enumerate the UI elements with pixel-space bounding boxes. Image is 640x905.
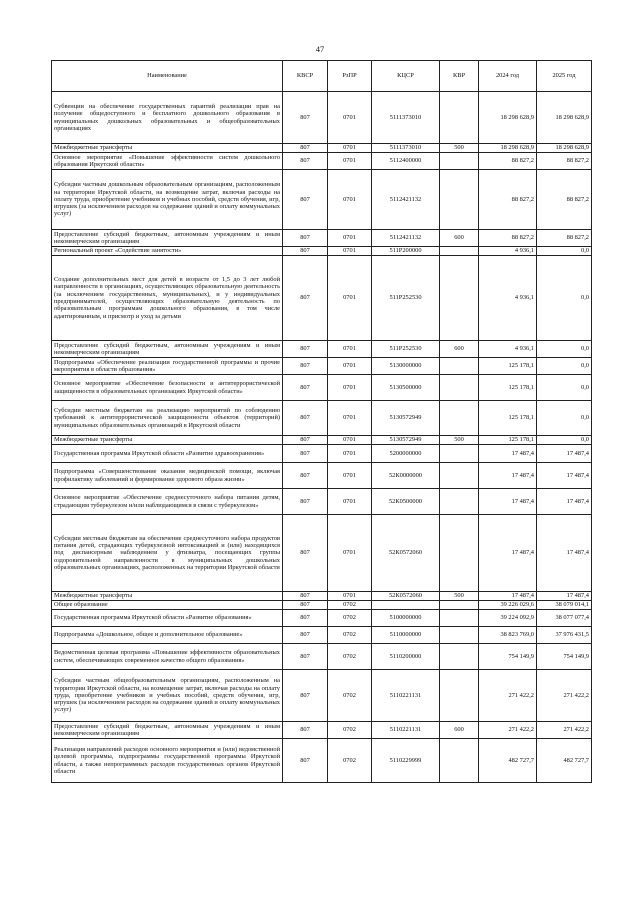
cell-kvsr: 807 — [283, 739, 328, 783]
table-row — [52, 153, 592, 170]
cell-2025: 482 727,7 — [537, 739, 592, 783]
cell-kvr — [440, 358, 479, 375]
header-2024: 2024 год — [479, 61, 537, 92]
cell-2025: 18 298 628,9 — [537, 144, 592, 153]
table-row — [52, 610, 592, 627]
cell-kvr: 500 — [440, 144, 479, 153]
cell-kcsr: 5130000000 — [372, 358, 440, 375]
cell-name: Создание дополнительных мест для детей в возрасте от 1,5 до 3 лет любой направленности в организациях, осуществляющих образовательную деятельность (за исключением государственных, муниципальных), и у индивидуальных предпринимателей, осуществляющих образовательную деятельность по образовательным программам дошкольного образования, в том числе адаптированным, и присмотр и уход за детьми — [52, 256, 283, 341]
cell-kcsr: 5111373010 — [372, 144, 440, 153]
cell-2025: 37 976 431,5 — [537, 627, 592, 644]
cell-rzpr: 0702 — [328, 601, 372, 610]
cell-2024: 88 827,2 — [479, 230, 537, 247]
cell-kcsr: 5112421132 — [372, 230, 440, 247]
cell-name: Межбюджетные трансферты — [52, 144, 283, 153]
cell-name: Основное мероприятие «Обеспечение среднесуточного набора питания детям, страдающим туберкулезом и/или наблюдающимся в связи с туберкулезом» — [52, 489, 283, 515]
cell-2025: 38 079 014,1 — [537, 601, 592, 610]
cell-2024: 18 298 628,9 — [479, 92, 537, 144]
cell-kvsr: 807 — [283, 601, 328, 610]
cell-2024: 482 727,7 — [479, 739, 537, 783]
cell-2025: 271 422,2 — [537, 722, 592, 739]
cell-kcsr: 5110229999 — [372, 739, 440, 783]
cell-rzpr: 0701 — [328, 153, 372, 170]
cell-2024: 18 298 628,9 — [479, 144, 537, 153]
cell-rzpr: 0702 — [328, 739, 372, 783]
table-row — [52, 230, 592, 247]
cell-kvsr: 807 — [283, 170, 328, 230]
cell-kvr: 600 — [440, 341, 479, 358]
header-kcsr: КЦСР — [372, 61, 440, 92]
cell-2024: 271 422,2 — [479, 670, 537, 722]
cell-kcsr: 5112421132 — [372, 170, 440, 230]
cell-kvsr: 807 — [283, 401, 328, 436]
cell-2025: 754 149,9 — [537, 644, 592, 670]
cell-2024: 4 936,1 — [479, 247, 537, 256]
table-row — [52, 489, 592, 515]
cell-name: Субвенции на обеспечение государственных гарантий реализации прав на получение общедоступного и бесплатного дошкольного образования в муниципальных дошкольных образовательных и общеобразовательных организациях — [52, 92, 283, 144]
cell-kvr — [440, 247, 479, 256]
cell-2024: 17 487,4 — [479, 489, 537, 515]
cell-kvsr: 807 — [283, 670, 328, 722]
cell-kvr — [440, 515, 479, 592]
cell-rzpr: 0702 — [328, 610, 372, 627]
cell-2025: 271 422,2 — [537, 670, 592, 722]
table-row — [52, 401, 592, 436]
cell-name: Субсидии частным дошкольным образовательным организациям, расположенным на территории Иркутской области, на возмещение затрат, включая расходы на оплату труда, приобретение учебников и учебных пособий, средств обучения, игр, игрушек (за исключением расходов на содержание зданий и оплату коммунальных услуг) — [52, 170, 283, 230]
cell-kcsr: 5130572949 — [372, 401, 440, 436]
cell-rzpr: 0701 — [328, 401, 372, 436]
cell-name: Подпрограмма «Обеспечение реализации государственной программы и прочие мероприятия в области образования» — [52, 358, 283, 375]
cell-rzpr: 0701 — [328, 170, 372, 230]
cell-name: Государственная программа Иркутской области «Развитие образования» — [52, 610, 283, 627]
cell-2024: 17 487,4 — [479, 515, 537, 592]
cell-kcsr: 5112400000 — [372, 153, 440, 170]
cell-kvsr: 807 — [283, 358, 328, 375]
cell-rzpr: 0701 — [328, 436, 372, 445]
cell-rzpr: 0701 — [328, 463, 372, 489]
cell-name: Основное мероприятие «Обеспечение безопасности и антитеррористической защищенности в образовательных организациях Иркутской области» — [52, 375, 283, 401]
table-row — [52, 627, 592, 644]
cell-rzpr: 0701 — [328, 256, 372, 341]
cell-kvsr: 807 — [283, 722, 328, 739]
page-number: 47 — [315, 44, 325, 54]
cell-kcsr: 5130500000 — [372, 375, 440, 401]
cell-kvsr: 807 — [283, 592, 328, 601]
cell-kcsr: 52К0572060 — [372, 592, 440, 601]
cell-kvsr: 807 — [283, 489, 328, 515]
cell-2024: 39 226 029,6 — [479, 601, 537, 610]
cell-rzpr: 0702 — [328, 722, 372, 739]
cell-kvr — [440, 170, 479, 230]
cell-kvr — [440, 627, 479, 644]
cell-2025: 0,0 — [537, 401, 592, 436]
cell-kvsr: 807 — [283, 341, 328, 358]
cell-2025: 17 487,4 — [537, 515, 592, 592]
cell-2024: 17 487,4 — [479, 592, 537, 601]
cell-2024: 125 178,1 — [479, 375, 537, 401]
cell-name: Реализация направлений расходов основного мероприятия и (или) ведомственной целевой программы, подпрограммы государственной программы Иркутской области, а также непрограммных расходов государственных органов Иркутской области — [52, 739, 283, 783]
cell-kvsr: 807 — [283, 610, 328, 627]
table-row — [52, 92, 592, 144]
cell-2025: 88 827,2 — [537, 230, 592, 247]
cell-name: Предоставление субсидий бюджетным, автономным учреждениям и иным некоммерческим организациям — [52, 341, 283, 358]
table-row — [52, 722, 592, 739]
cell-kcsr: 5110000000 — [372, 627, 440, 644]
cell-rzpr: 0701 — [328, 144, 372, 153]
cell-name: Предоставление субсидий бюджетным, автономным учреждениям и иным некоммерческим организациям — [52, 722, 283, 739]
cell-name: Основное мероприятие «Повышение эффективности систем дошкольного образования Иркутской области» — [52, 153, 283, 170]
cell-kvsr: 807 — [283, 627, 328, 644]
cell-kcsr: 52К0500000 — [372, 489, 440, 515]
cell-kvr — [440, 739, 479, 783]
header-kvsr: КВСР — [283, 61, 328, 92]
cell-2024: 88 827,2 — [479, 170, 537, 230]
table-row — [52, 170, 592, 230]
cell-2025: 17 487,4 — [537, 592, 592, 601]
header-2025: 2025 год — [537, 61, 592, 92]
cell-kvsr: 807 — [283, 375, 328, 401]
cell-kcsr: 5130572949 — [372, 436, 440, 445]
cell-rzpr: 0701 — [328, 515, 372, 592]
cell-2024: 39 224 092,9 — [479, 610, 537, 627]
cell-2025: 0,0 — [537, 247, 592, 256]
cell-name: Субсидии местным бюджетам на обеспечение среднесуточного набора продуктов питания детей, страдающих туберкулезной интоксикацией и (или) находящихся под диспансерным наблюдением у фтизиатра, посещающих группы оздоровительной направленности в муниципальных дошкольных образовательных организациях, расположенных на территории Иркутской области — [52, 515, 283, 592]
cell-kvr — [440, 375, 479, 401]
cell-rzpr: 0701 — [328, 92, 372, 144]
cell-kvr — [440, 644, 479, 670]
cell-kvr — [440, 153, 479, 170]
cell-kcsr: 52К0572060 — [372, 515, 440, 592]
header-row — [52, 61, 592, 92]
cell-2025: 88 827,2 — [537, 153, 592, 170]
cell-kvr — [440, 92, 479, 144]
cell-kvsr: 807 — [283, 463, 328, 489]
cell-kvsr: 807 — [283, 153, 328, 170]
cell-kvsr: 807 — [283, 644, 328, 670]
cell-2024: 125 178,1 — [479, 401, 537, 436]
table-row — [52, 739, 592, 783]
table-row — [52, 375, 592, 401]
cell-kvsr: 807 — [283, 230, 328, 247]
cell-kcsr: 5110200000 — [372, 644, 440, 670]
cell-kvr — [440, 445, 479, 463]
cell-name: Предоставление субсидий бюджетным, автономным учреждениям и иным некоммерческим организациям — [52, 230, 283, 247]
cell-kvsr: 807 — [283, 256, 328, 341]
cell-name: Подпрограмма «Совершенствование оказания медицинской помощи, включая профилактику заболеваний и формирование здорового образа жизни» — [52, 463, 283, 489]
table-row — [52, 256, 592, 341]
cell-kcsr: 52К0000000 — [372, 463, 440, 489]
cell-rzpr: 0702 — [328, 627, 372, 644]
cell-kvsr: 807 — [283, 92, 328, 144]
cell-kvr — [440, 610, 479, 627]
cell-rzpr: 0701 — [328, 230, 372, 247]
cell-2024: 125 178,1 — [479, 358, 537, 375]
cell-2024: 754 149,9 — [479, 644, 537, 670]
table-row — [52, 592, 592, 601]
cell-kvr — [440, 601, 479, 610]
cell-2025: 38 077 077,4 — [537, 610, 592, 627]
table-row — [52, 644, 592, 670]
cell-rzpr: 0701 — [328, 375, 372, 401]
table-body — [52, 92, 592, 783]
cell-name: Общее образование — [52, 601, 283, 610]
table-row — [52, 515, 592, 592]
cell-rzpr: 0701 — [328, 358, 372, 375]
cell-kcsr: 511P200000 — [372, 247, 440, 256]
cell-2024: 88 827,2 — [479, 153, 537, 170]
cell-2024: 125 178,1 — [479, 436, 537, 445]
cell-kcsr — [372, 601, 440, 610]
cell-kvr — [440, 463, 479, 489]
cell-kvsr: 807 — [283, 515, 328, 592]
cell-2024: 271 422,2 — [479, 722, 537, 739]
table-row — [52, 144, 592, 153]
cell-kcsr: 5200000000 — [372, 445, 440, 463]
cell-2024: 38 823 769,0 — [479, 627, 537, 644]
cell-2025: 17 487,4 — [537, 489, 592, 515]
cell-kvr — [440, 489, 479, 515]
cell-kcsr: 5110221131 — [372, 722, 440, 739]
cell-kvr: 500 — [440, 436, 479, 445]
cell-kvsr: 807 — [283, 445, 328, 463]
cell-kvr — [440, 401, 479, 436]
cell-kcsr: 5111373010 — [372, 92, 440, 144]
cell-2025: 0,0 — [537, 358, 592, 375]
cell-name: Субсидии частным общеобразовательным организациям, расположенным на территории Иркутской области, на возмещение затрат, включая расходы на оплату труда, приобретение учебников и учебных пособий, средств обучения, игр, игрушек (за исключением расходов на содержание зданий и оплату коммунальных услуг) — [52, 670, 283, 722]
cell-rzpr: 0701 — [328, 592, 372, 601]
cell-kvsr: 807 — [283, 247, 328, 256]
table-row — [52, 463, 592, 489]
table-row — [52, 445, 592, 463]
cell-kvr: 500 — [440, 592, 479, 601]
cell-name: Государственная программа Иркутской области «Развитие здравоохранения» — [52, 445, 283, 463]
cell-2025: 17 487,4 — [537, 445, 592, 463]
table-row — [52, 436, 592, 445]
cell-kcsr: 511P252530 — [372, 256, 440, 341]
table-row — [52, 341, 592, 358]
cell-2024: 4 936,1 — [479, 341, 537, 358]
cell-2025: 0,0 — [537, 341, 592, 358]
cell-2025: 18 298 628,9 — [537, 92, 592, 144]
cell-2024: 17 487,4 — [479, 445, 537, 463]
cell-kvsr: 807 — [283, 436, 328, 445]
header-kvr: КВР — [440, 61, 479, 92]
cell-kcsr: 5110221131 — [372, 670, 440, 722]
cell-2024: 17 487,4 — [479, 463, 537, 489]
cell-2025: 0,0 — [537, 256, 592, 341]
cell-kcsr: 511P252530 — [372, 341, 440, 358]
table-row — [52, 247, 592, 256]
cell-kvr: 600 — [440, 230, 479, 247]
cell-rzpr: 0701 — [328, 445, 372, 463]
cell-name: Региональный проект «Содействие занятости» — [52, 247, 283, 256]
cell-kvr: 600 — [440, 722, 479, 739]
table-row — [52, 601, 592, 610]
cell-2025: 88 827,2 — [537, 170, 592, 230]
cell-rzpr: 0702 — [328, 644, 372, 670]
header-rzpr: РзПР — [328, 61, 372, 92]
cell-rzpr: 0701 — [328, 247, 372, 256]
cell-rzpr: 0701 — [328, 341, 372, 358]
cell-name: Подпрограмма «Дошкольное, общее и дополнительное образование» — [52, 627, 283, 644]
cell-kvr — [440, 670, 479, 722]
cell-rzpr: 0702 — [328, 670, 372, 722]
cell-name: Ведомственная целевая программа «Повышение эффективности образовательных систем, обеспечивающих современное качество общего образования» — [52, 644, 283, 670]
cell-2025: 0,0 — [537, 375, 592, 401]
cell-2024: 4 936,1 — [479, 256, 537, 341]
cell-rzpr: 0701 — [328, 489, 372, 515]
cell-kvsr: 807 — [283, 144, 328, 153]
cell-kvr — [440, 256, 479, 341]
cell-kcsr: 5100000000 — [372, 610, 440, 627]
cell-2025: 0,0 — [537, 436, 592, 445]
cell-name: Субсидии местным бюджетам на реализацию мероприятий по соблюдению требований к антитеррористической защищенности объектов (территорий) муниципальных образовательных организаций в Иркутской области — [52, 401, 283, 436]
table-row — [52, 358, 592, 375]
header-name: Наименование — [52, 61, 283, 92]
cell-name: Межбюджетные трансферты — [52, 436, 283, 445]
cell-name: Межбюджетные трансферты — [52, 592, 283, 601]
table-row — [52, 670, 592, 722]
cell-2025: 17 487,4 — [537, 463, 592, 489]
budget-table — [51, 60, 592, 783]
